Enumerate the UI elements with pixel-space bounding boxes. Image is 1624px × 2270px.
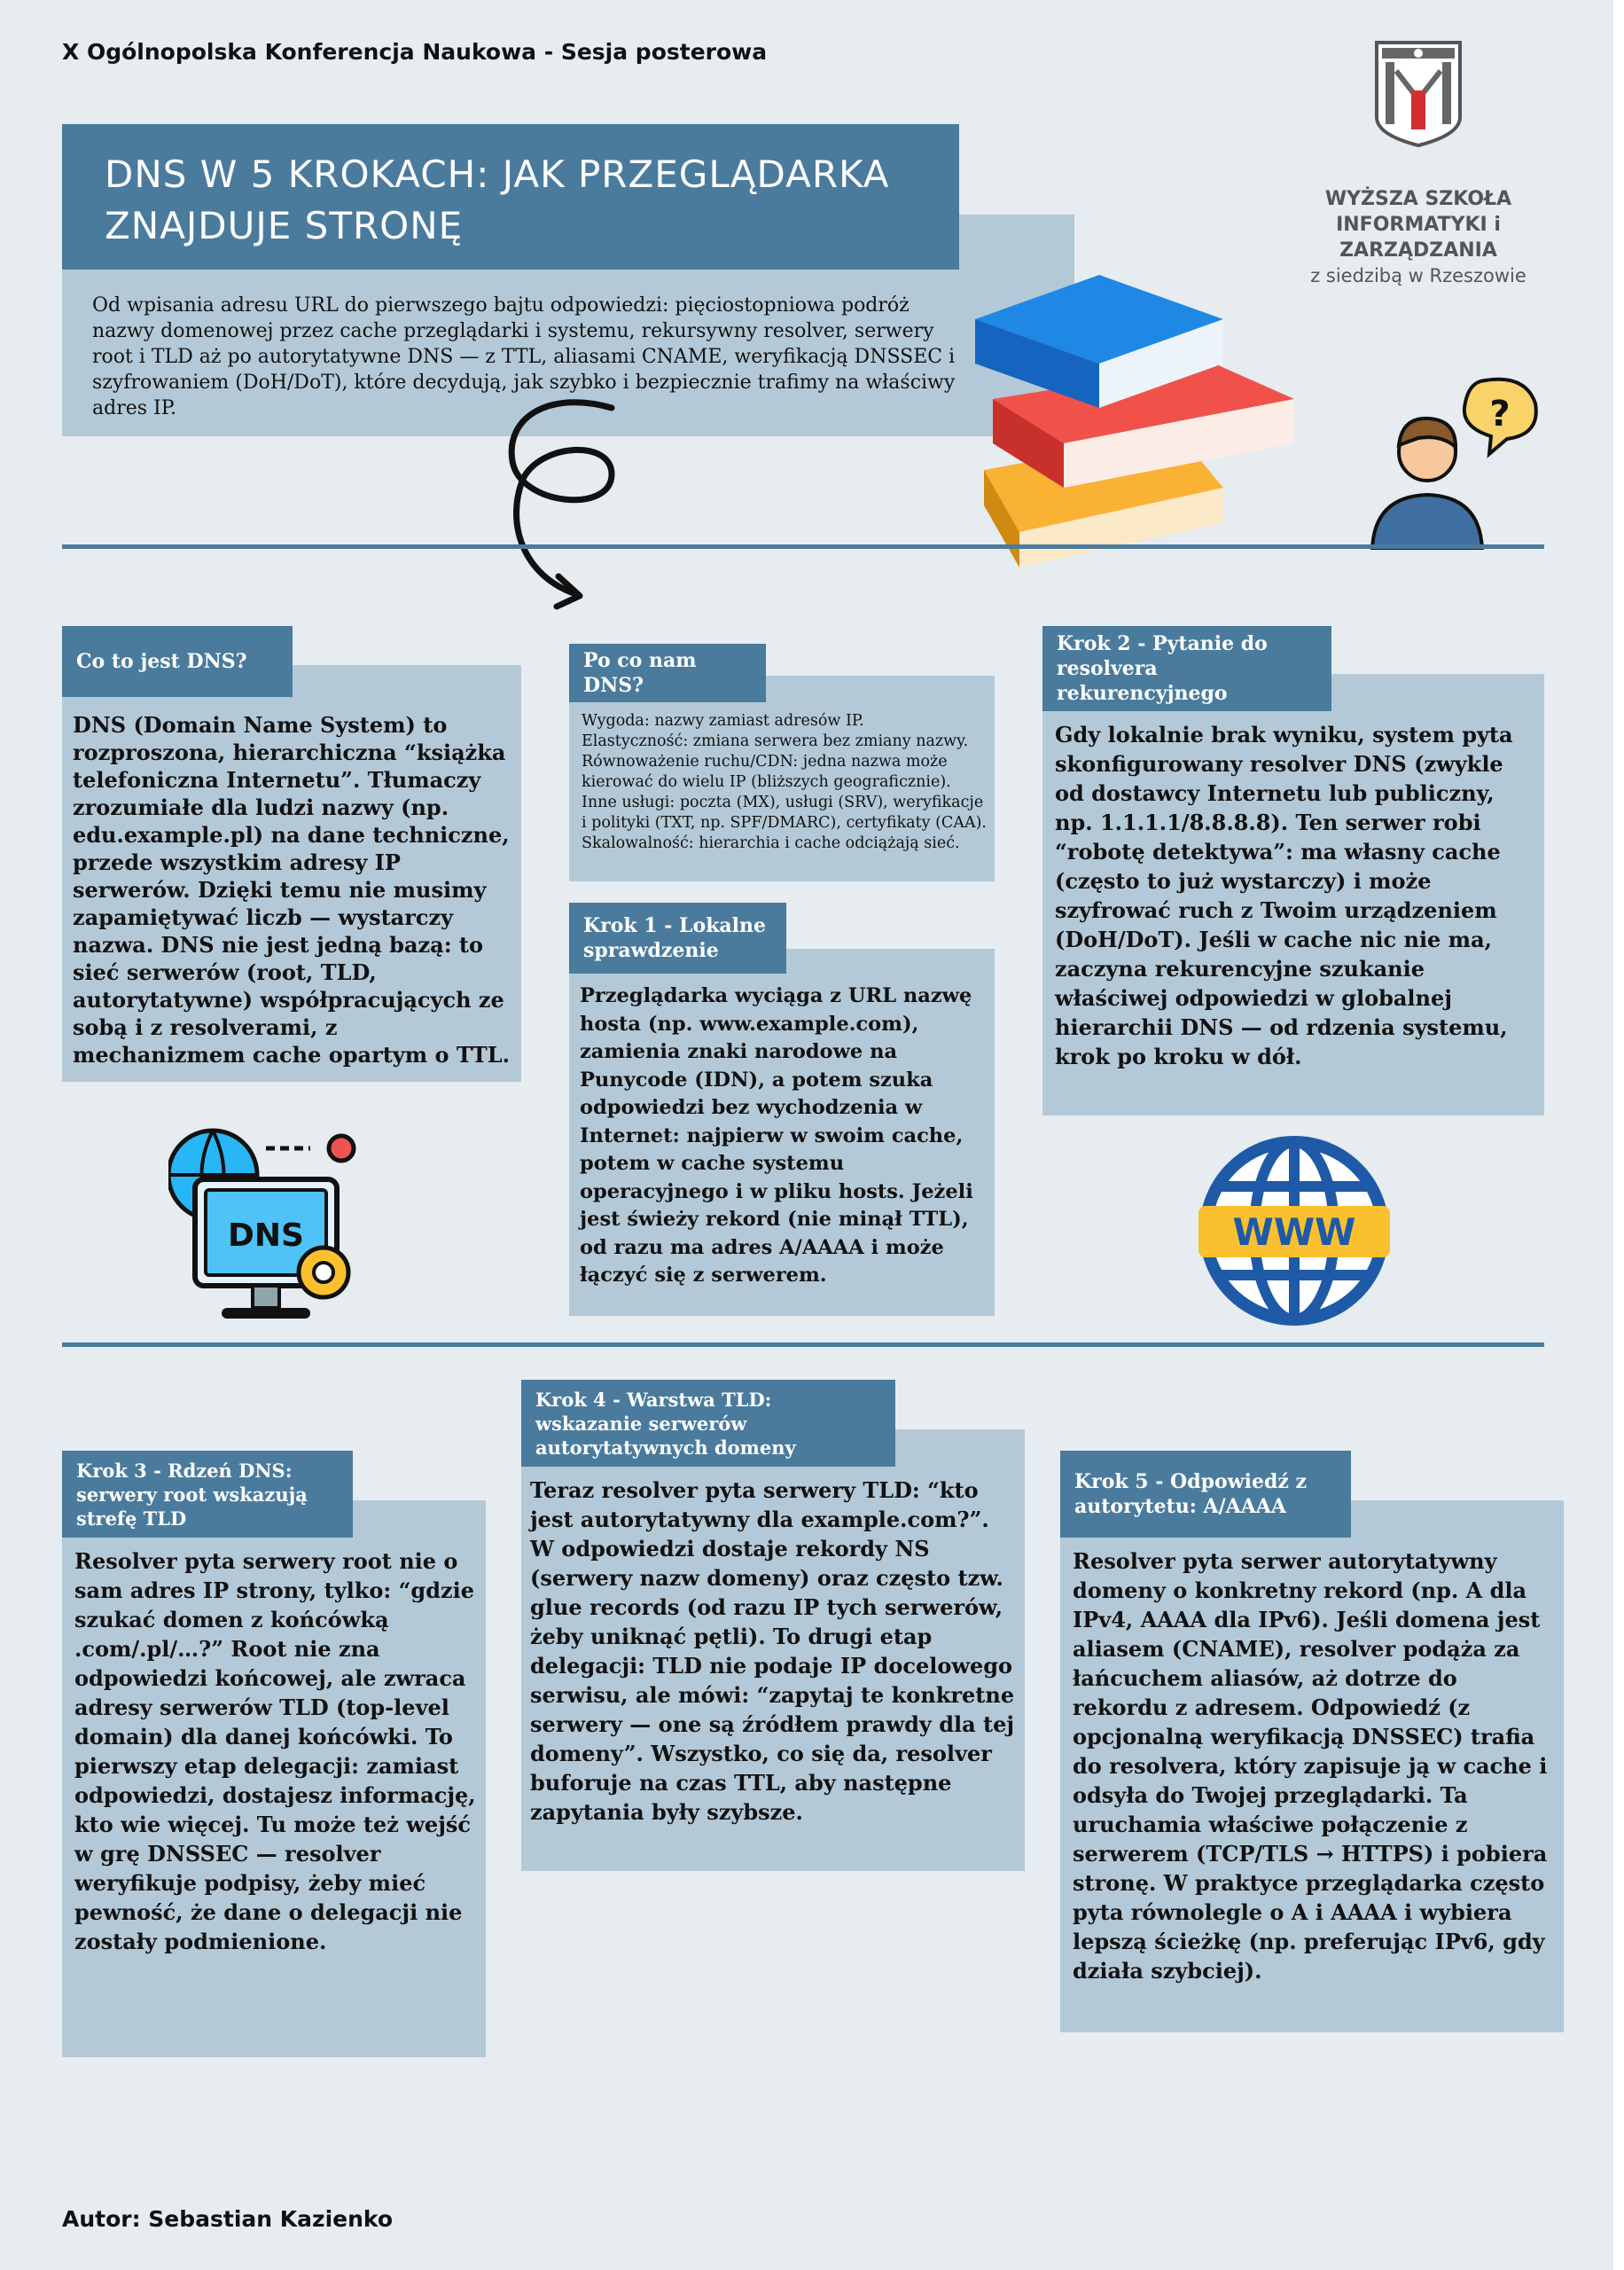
card-why-list bbox=[582, 711, 991, 854]
curly-arrow-icon bbox=[488, 390, 629, 621]
card-what-title: Co to jest DNS? bbox=[62, 626, 293, 697]
poster-title bbox=[62, 124, 959, 270]
card-why-title: Po co nam DNS? bbox=[569, 644, 766, 702]
crest-icon bbox=[1259, 35, 1578, 151]
dns-computer-icon bbox=[168, 1126, 363, 1330]
logo-line-2: INFORMATYKI i ZARZĄDZANIA bbox=[1336, 214, 1501, 262]
card-step1-title: Krok 1 - Lokalne sprawdzenie bbox=[569, 903, 786, 974]
logo-line-3: z siedzibą w Rzeszowie bbox=[1310, 265, 1526, 286]
card-step5-body: Resolver pyta serwer autorytatywny domeny o konkretny rekord (np. A dla IPv4, AAAA dla IPv6). Jeśli domena jest aliasem (CNAME), resolver podąża za łańcuchem aliasów, aż dotrze do rekordu z adresem. Odpowiedź (z opcjonalną weryfikacją DNSSEC) trafia do resolvera, który zapisuje ją w cache i odsyła do Twojej przeglądarki. Ta uruchamia właściwe połączenie z serwerem (TCP/TLS → HTTPS) i pobiera stronę. W praktyce przeglądarka często pyta równolegle o A i AAAA i wybiera lepszą ścieżkę (np. preferując IPv6, gdy działa szybciej). bbox=[1073, 1548, 1548, 1984]
university-logo bbox=[1259, 35, 1578, 286]
card-step4-title: Krok 4 - Warstwa TLD: wskazanie serwerów autorytatywnych domeny bbox=[521, 1380, 895, 1467]
title-line-1: DNS W 5 KROKACH: JAK PRZEGLĄDARKA bbox=[105, 153, 890, 196]
www-label: WWW bbox=[1232, 1210, 1356, 1254]
card-what-body: DNS (Domain Name System) to rozproszona, hierarchiczna “książka telefoniczna Internetu”. Tłumaczy zrozumiałe dla ludzi nazwy (np. edu.example.pl) na dane techniczne, przede wszystkim adresy IP serwerów. Dzięki temu nie musimy zapamiętywać liczb — wystarczy nazwa. DNS nie jest jedną bazą: to sieć serwerów (root, TLD, autorytatywne) współpracujących ze sobą i z resolverami, z mechanizmem cache opartym o TTL. bbox=[73, 712, 510, 1068]
books-icon bbox=[957, 266, 1312, 585]
card-step4-body: Teraz resolver pyta serwery TLD: “kto jest autorytatywny dla example.com?”. W odpowiedzi dostaje rekordy NS (serwery nazw domeny) oraz często tzw. glue records (od razu IP tych serwerów, żeby uniknąć pętli). To drugi etap delegacji: TLD nie podaje IP docelowego serwisu, ale mówi: “zapytaj te konkretne serwery — one są źródłem prawdy dla tej domeny”. Wszystko, co się da, resolver buforuje na czas TTL, aby następne zapytania były szybsze. bbox=[530, 1477, 1015, 1825]
divider-1 bbox=[62, 544, 1544, 549]
dns-label: DNS bbox=[228, 1217, 304, 1254]
intro-text: Od wpisania adresu URL do pierwszego bajtu odpowiedzi: pięciostopniowa podróż nazwy domenowej przez cache przeglądarki i systemu, rekursywny resolver, serwery root i TLD aż po autorytatywne DNS — z TTL, aliasami CNAME, weryfikacją DNSSEC i szyfrowaniem (DoH/DoT), które decydują, jak szybko i bezpiecznie trafimy na właściwy adres IP. bbox=[92, 294, 956, 419]
thinking-person-icon bbox=[1356, 372, 1551, 550]
why-item-4: Inne usługi: poczta (MX), usługi (SRV), weryfikacje i polityki (TXT, np. SPF/DMARC), certyfikaty (CAA). bbox=[582, 794, 987, 832]
logo-line-1: WYŻSZA SZKOŁA bbox=[1324, 188, 1512, 210]
www-globe-icon bbox=[1198, 1135, 1390, 1327]
conference-label: X Ogólnopolska Konferencja Naukowa - Sesja posterowa bbox=[62, 39, 768, 65]
card-step3-body: Resolver pyta serwery root nie o sam adres IP strony, tylko: “gdzie szukać domen z końcówką .com/.pl/…?” Root nie zna odpowiedzi końcowej, ale zwraca adresy serwerów TLD (top-level domain) dla danej końcówki. To pierwszy etap delegacji: zamiast odpowiedzi, dostajesz informację, kto wie więcej. Tu może też wejść w grę DNSSEC — resolver weryfikuje podpisy, żeby mieć pewność, że dane o delegacji nie zostały podmienione. bbox=[74, 1548, 476, 1954]
divider-2 bbox=[62, 1342, 1544, 1347]
title-line-2: ZNAJDUJE STRONĘ bbox=[105, 204, 464, 247]
card-step2-title: Krok 2 - Pytanie do resolvera rekurencyjnego bbox=[1042, 626, 1331, 711]
card-step2-body: Gdy lokalnie brak wyniku, system pyta skonfigurowany resolver DNS (zwykle od dostawcy Internetu lub publiczny, np. 1.1.1.1/8.8.8.8). Ten serwer robi “robotę detektywa”: ma własny cache (często to już wystarczy) i może szyfrować ruch z Twoim urządzeniem (DoH/DoT). Jeśli w cache nic nie ma, zaczyna rekurencyjne szukanie właściwej odpowiedzi w globalnej hierarchii DNS — od rdzenia systemu, krok po kroku w dół. bbox=[1055, 722, 1513, 1069]
author-label: Autor: Sebastian Kazienko bbox=[62, 2206, 394, 2232]
card-step5-title: Krok 5 - Odpowiedź z autorytetu: A/AAAA bbox=[1060, 1451, 1351, 1538]
right-edge-strip bbox=[1613, 0, 1624, 2270]
card-step3-title: Krok 3 - Rdzeń DNS: serwery root wskazują strefę TLD bbox=[62, 1451, 353, 1538]
card-step1-body: Przeglądarka wyciąga z URL nazwę hosta (np. www.example.com), zamienia znaki narodowe na Punycode (IDN), a potem szuka odpowiedzi bez wychodzenia w Internet: najpierw w swoim cache, potem w cache systemu operacyjnego i w pliku hosts. Jeżeli jest świeży rekord (nie minął TTL), od razu ma adres A/AAAA i może łączyć się z serwerem. bbox=[580, 984, 973, 1287]
why-item-3: Równoważenie ruchu/CDN: jedna nazwa może kierować do wielu IP (bliższych geograficznie). bbox=[582, 753, 951, 791]
question-mark: ? bbox=[1489, 394, 1511, 434]
why-item-2: Elastyczność: zmiana serwera bez zmiany nazwy. bbox=[582, 732, 969, 750]
why-item-5: Skalowalność: hierarchia i cache odciążają sieć. bbox=[582, 834, 960, 852]
why-item-1: Wygoda: nazwy zamiast adresów IP. bbox=[582, 712, 864, 730]
